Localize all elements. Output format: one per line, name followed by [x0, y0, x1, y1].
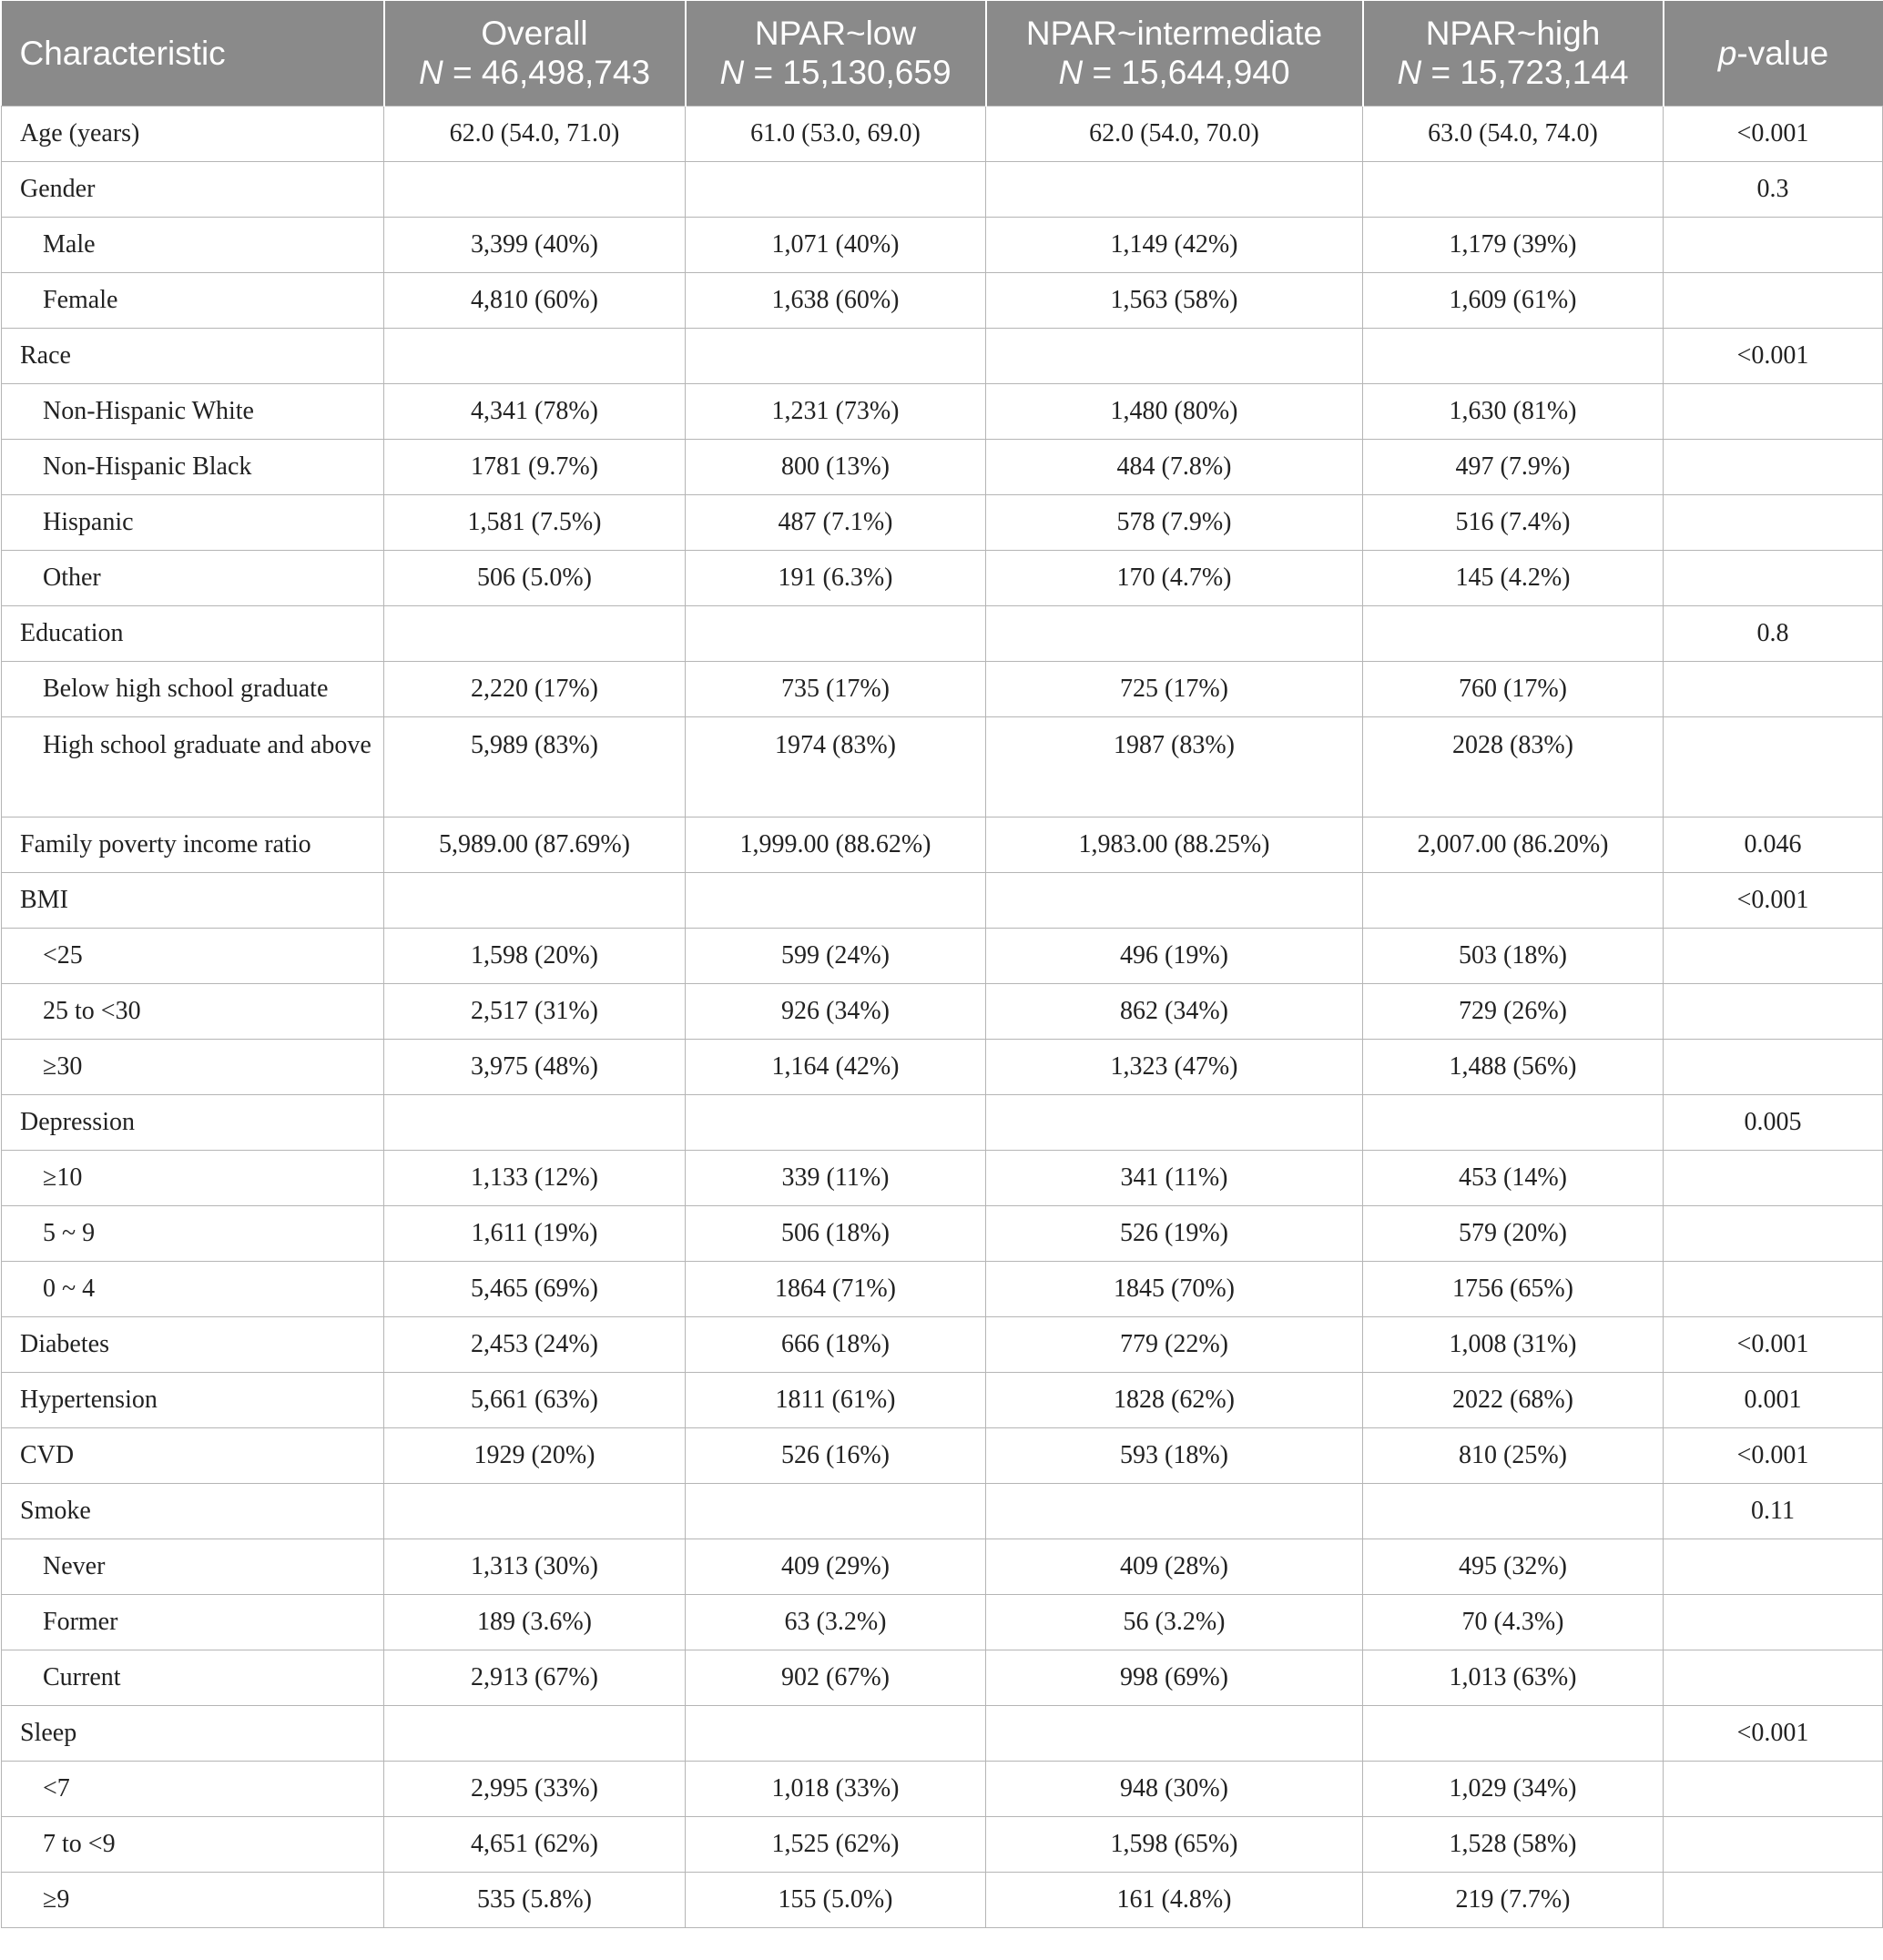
- cell-npar-intermediate: 948 (30%): [986, 1761, 1363, 1816]
- cell-npar-intermediate: 409 (28%): [986, 1539, 1363, 1594]
- cell-npar-low: 61.0 (53.0, 69.0): [686, 106, 986, 161]
- cell-p-value: 0.11: [1664, 1483, 1883, 1539]
- row-label: Family poverty income ratio: [2, 817, 384, 872]
- cell-npar-high: 2,007.00 (86.20%): [1363, 817, 1664, 872]
- table-row: [2, 1372, 1883, 1427]
- cell-npar-high: 497 (7.9%): [1363, 439, 1664, 494]
- cell-npar-low: 1,525 (62%): [686, 1816, 986, 1872]
- row-label: Never: [2, 1539, 384, 1594]
- table-row: [2, 716, 1883, 817]
- cell-npar-low: [686, 161, 986, 217]
- table-row: [2, 817, 1883, 872]
- header-characteristic: Characteristic: [2, 1, 384, 106]
- table-row: [2, 328, 1883, 383]
- row-label: CVD: [2, 1427, 384, 1483]
- cell-overall: [384, 872, 686, 928]
- cell-npar-high: 503 (18%): [1363, 928, 1664, 983]
- table-row: [2, 872, 1883, 928]
- cell-npar-intermediate: 1987 (83%): [986, 716, 1363, 817]
- row-label: High school graduate and above: [2, 716, 384, 817]
- row-label: Race: [2, 328, 384, 383]
- cell-overall: 506 (5.0%): [384, 550, 686, 605]
- cell-overall: 62.0 (54.0, 71.0): [384, 106, 686, 161]
- cell-p-value: [1664, 1594, 1883, 1650]
- cell-overall: 4,810 (60%): [384, 272, 686, 328]
- cell-overall: 2,913 (67%): [384, 1650, 686, 1705]
- cell-overall: 2,453 (24%): [384, 1316, 686, 1372]
- cell-npar-high: 760 (17%): [1363, 661, 1664, 716]
- cell-npar-low: 339 (11%): [686, 1150, 986, 1205]
- cell-npar-intermediate: [986, 328, 1363, 383]
- table-row: [2, 161, 1883, 217]
- header-npar-intermediate: NPAR~intermediate N = 15,644,940: [986, 1, 1363, 106]
- cell-p-value: [1664, 1650, 1883, 1705]
- cell-npar-intermediate: [986, 1094, 1363, 1150]
- header-npar-low: NPAR~low N = 15,130,659: [686, 1, 986, 106]
- cell-p-value: [1664, 1872, 1883, 1927]
- cell-overall: [384, 1705, 686, 1761]
- table-row: [2, 1205, 1883, 1261]
- cell-p-value: [1664, 661, 1883, 716]
- cell-npar-high: 1,609 (61%): [1363, 272, 1664, 328]
- row-label: 7 to <9: [2, 1816, 384, 1872]
- cell-npar-low: [686, 1705, 986, 1761]
- row-label: ≥10: [2, 1150, 384, 1205]
- cell-overall: 2,995 (33%): [384, 1761, 686, 1816]
- cell-npar-intermediate: 779 (22%): [986, 1316, 1363, 1372]
- cell-npar-high: 2028 (83%): [1363, 716, 1664, 817]
- row-label: Age (years): [2, 106, 384, 161]
- cell-overall: 5,465 (69%): [384, 1261, 686, 1316]
- cell-npar-low: 1,638 (60%): [686, 272, 986, 328]
- cell-npar-high: 516 (7.4%): [1363, 494, 1664, 550]
- cell-npar-low: 902 (67%): [686, 1650, 986, 1705]
- row-label: Hypertension: [2, 1372, 384, 1427]
- cell-npar-high: 1,528 (58%): [1363, 1816, 1664, 1872]
- cell-npar-low: [686, 872, 986, 928]
- table-row: [2, 550, 1883, 605]
- row-label: <25: [2, 928, 384, 983]
- cell-npar-high: 145 (4.2%): [1363, 550, 1664, 605]
- table-row: [2, 1094, 1883, 1150]
- table-row: [2, 106, 1883, 161]
- cell-npar-low: 1811 (61%): [686, 1372, 986, 1427]
- cell-p-value: <0.001: [1664, 1705, 1883, 1761]
- table-row: [2, 272, 1883, 328]
- cell-npar-intermediate: 1,149 (42%): [986, 217, 1363, 272]
- cell-npar-intermediate: 1,983.00 (88.25%): [986, 817, 1363, 872]
- cell-npar-high: 729 (26%): [1363, 983, 1664, 1039]
- cell-npar-high: 579 (20%): [1363, 1205, 1664, 1261]
- characteristics-table: [1, 1, 1883, 1928]
- row-label: Below high school graduate: [2, 661, 384, 716]
- row-label: ≥30: [2, 1039, 384, 1094]
- cell-npar-low: [686, 1483, 986, 1539]
- cell-npar-high: [1363, 1094, 1664, 1150]
- cell-npar-intermediate: 1845 (70%): [986, 1261, 1363, 1316]
- row-label: 5 ~ 9: [2, 1205, 384, 1261]
- table-row: [2, 605, 1883, 661]
- cell-npar-low: 487 (7.1%): [686, 494, 986, 550]
- cell-overall: 1,313 (30%): [384, 1539, 686, 1594]
- cell-p-value: [1664, 494, 1883, 550]
- cell-overall: 4,651 (62%): [384, 1816, 686, 1872]
- cell-npar-high: [1363, 1483, 1664, 1539]
- cell-overall: 1,598 (20%): [384, 928, 686, 983]
- cell-overall: 1,133 (12%): [384, 1150, 686, 1205]
- cell-npar-intermediate: 998 (69%): [986, 1650, 1363, 1705]
- cell-p-value: [1664, 1539, 1883, 1594]
- cell-overall: 535 (5.8%): [384, 1872, 686, 1927]
- cell-npar-low: 155 (5.0%): [686, 1872, 986, 1927]
- cell-overall: 1781 (9.7%): [384, 439, 686, 494]
- row-label: Female: [2, 272, 384, 328]
- row-label: Depression: [2, 1094, 384, 1150]
- cell-npar-intermediate: 862 (34%): [986, 983, 1363, 1039]
- cell-npar-low: [686, 605, 986, 661]
- cell-overall: 3,399 (40%): [384, 217, 686, 272]
- cell-p-value: [1664, 1150, 1883, 1205]
- cell-p-value: [1664, 1039, 1883, 1094]
- table-row: [2, 1539, 1883, 1594]
- cell-npar-intermediate: [986, 605, 1363, 661]
- cell-npar-low: 599 (24%): [686, 928, 986, 983]
- cell-npar-low: 506 (18%): [686, 1205, 986, 1261]
- table-row: [2, 1650, 1883, 1705]
- cell-npar-high: 1,488 (56%): [1363, 1039, 1664, 1094]
- table-row: [2, 1150, 1883, 1205]
- table-row: [2, 1427, 1883, 1483]
- cell-overall: [384, 161, 686, 217]
- cell-npar-intermediate: 593 (18%): [986, 1427, 1363, 1483]
- cell-npar-intermediate: 1,598 (65%): [986, 1816, 1363, 1872]
- table-row: [2, 1483, 1883, 1539]
- cell-overall: 5,989.00 (87.69%): [384, 817, 686, 872]
- cell-npar-intermediate: 170 (4.7%): [986, 550, 1363, 605]
- cell-p-value: [1664, 550, 1883, 605]
- cell-npar-low: 1,071 (40%): [686, 217, 986, 272]
- cell-overall: 189 (3.6%): [384, 1594, 686, 1650]
- table-row: [2, 439, 1883, 494]
- row-label: Hispanic: [2, 494, 384, 550]
- cell-p-value: <0.001: [1664, 106, 1883, 161]
- cell-overall: 3,975 (48%): [384, 1039, 686, 1094]
- cell-npar-high: 1,630 (81%): [1363, 383, 1664, 439]
- cell-npar-low: 735 (17%): [686, 661, 986, 716]
- cell-p-value: [1664, 1261, 1883, 1316]
- cell-npar-intermediate: 1828 (62%): [986, 1372, 1363, 1427]
- row-label: 0 ~ 4: [2, 1261, 384, 1316]
- cell-npar-low: 800 (13%): [686, 439, 986, 494]
- cell-npar-low: 63 (3.2%): [686, 1594, 986, 1650]
- table-row: [2, 1872, 1883, 1927]
- cell-p-value: [1664, 1205, 1883, 1261]
- cell-p-value: [1664, 272, 1883, 328]
- table-row: [2, 1705, 1883, 1761]
- cell-npar-intermediate: 161 (4.8%): [986, 1872, 1363, 1927]
- cell-npar-low: 926 (34%): [686, 983, 986, 1039]
- cell-p-value: [1664, 1816, 1883, 1872]
- header-overall: Overall N = 46,498,743: [384, 1, 686, 106]
- cell-npar-low: 191 (6.3%): [686, 550, 986, 605]
- cell-npar-intermediate: 526 (19%): [986, 1205, 1363, 1261]
- cell-npar-low: 1,999.00 (88.62%): [686, 817, 986, 872]
- table-row: [2, 1816, 1883, 1872]
- cell-npar-intermediate: 341 (11%): [986, 1150, 1363, 1205]
- cell-npar-high: 2022 (68%): [1363, 1372, 1664, 1427]
- cell-npar-low: [686, 1094, 986, 1150]
- cell-overall: [384, 328, 686, 383]
- cell-npar-intermediate: 1,480 (80%): [986, 383, 1363, 439]
- table-header-row: [2, 1, 1883, 106]
- row-label: Diabetes: [2, 1316, 384, 1372]
- row-label: Non-Hispanic Black: [2, 439, 384, 494]
- cell-npar-high: 1756 (65%): [1363, 1261, 1664, 1316]
- cell-p-value: 0.046: [1664, 817, 1883, 872]
- cell-npar-high: [1363, 161, 1664, 217]
- cell-npar-low: 526 (16%): [686, 1427, 986, 1483]
- cell-p-value: <0.001: [1664, 872, 1883, 928]
- cell-npar-intermediate: 496 (19%): [986, 928, 1363, 983]
- table-row: [2, 1039, 1883, 1094]
- cell-npar-low: 1,164 (42%): [686, 1039, 986, 1094]
- cell-p-value: [1664, 716, 1883, 817]
- cell-overall: 2,517 (31%): [384, 983, 686, 1039]
- row-label: Other: [2, 550, 384, 605]
- row-label: BMI: [2, 872, 384, 928]
- cell-npar-high: [1363, 605, 1664, 661]
- cell-p-value: [1664, 983, 1883, 1039]
- cell-npar-low: 666 (18%): [686, 1316, 986, 1372]
- table-row: [2, 383, 1883, 439]
- cell-overall: 1,611 (19%): [384, 1205, 686, 1261]
- cell-npar-intermediate: 62.0 (54.0, 70.0): [986, 106, 1363, 161]
- cell-overall: 4,341 (78%): [384, 383, 686, 439]
- header-npar-high: NPAR~high N = 15,723,144: [1363, 1, 1664, 106]
- cell-npar-high: [1363, 872, 1664, 928]
- cell-npar-high: [1363, 328, 1664, 383]
- cell-overall: 2,220 (17%): [384, 661, 686, 716]
- table-row: [2, 1761, 1883, 1816]
- cell-p-value: [1664, 439, 1883, 494]
- table-row: [2, 217, 1883, 272]
- cell-p-value: <0.001: [1664, 1316, 1883, 1372]
- cell-overall: 5,661 (63%): [384, 1372, 686, 1427]
- cell-p-value: [1664, 1761, 1883, 1816]
- cell-npar-intermediate: 484 (7.8%): [986, 439, 1363, 494]
- cell-npar-low: 1864 (71%): [686, 1261, 986, 1316]
- row-label: Former: [2, 1594, 384, 1650]
- cell-overall: [384, 1094, 686, 1150]
- table-row: [2, 494, 1883, 550]
- cell-npar-low: 1,231 (73%): [686, 383, 986, 439]
- cell-npar-high: [1363, 1705, 1664, 1761]
- row-label: Current: [2, 1650, 384, 1705]
- cell-npar-low: 409 (29%): [686, 1539, 986, 1594]
- cell-npar-intermediate: 578 (7.9%): [986, 494, 1363, 550]
- cell-npar-low: [686, 328, 986, 383]
- cell-p-value: 0.8: [1664, 605, 1883, 661]
- cell-npar-high: 219 (7.7%): [1363, 1872, 1664, 1927]
- table-body: [2, 106, 1883, 1927]
- cell-p-value: 0.3: [1664, 161, 1883, 217]
- cell-p-value: 0.001: [1664, 1372, 1883, 1427]
- row-label: Sleep: [2, 1705, 384, 1761]
- cell-npar-intermediate: 56 (3.2%): [986, 1594, 1363, 1650]
- cell-p-value: <0.001: [1664, 328, 1883, 383]
- cell-npar-intermediate: 1,323 (47%): [986, 1039, 1363, 1094]
- cell-npar-high: 63.0 (54.0, 74.0): [1363, 106, 1664, 161]
- row-label: Gender: [2, 161, 384, 217]
- cell-npar-high: 1,179 (39%): [1363, 217, 1664, 272]
- table-row: [2, 1261, 1883, 1316]
- cell-overall: 1,581 (7.5%): [384, 494, 686, 550]
- cell-p-value: [1664, 217, 1883, 272]
- row-label: Non-Hispanic White: [2, 383, 384, 439]
- cell-overall: [384, 1483, 686, 1539]
- cell-npar-intermediate: [986, 872, 1363, 928]
- row-label: 25 to <30: [2, 983, 384, 1039]
- cell-overall: 5,989 (83%): [384, 716, 686, 817]
- row-label: Male: [2, 217, 384, 272]
- table-row: [2, 1316, 1883, 1372]
- row-label: Education: [2, 605, 384, 661]
- cell-npar-high: 1,013 (63%): [1363, 1650, 1664, 1705]
- cell-overall: [384, 605, 686, 661]
- cell-p-value: [1664, 383, 1883, 439]
- cell-npar-intermediate: [986, 1483, 1363, 1539]
- table-row: [2, 983, 1883, 1039]
- cell-npar-low: 1,018 (33%): [686, 1761, 986, 1816]
- row-label: Smoke: [2, 1483, 384, 1539]
- cell-npar-high: 810 (25%): [1363, 1427, 1664, 1483]
- cell-npar-low: 1974 (83%): [686, 716, 986, 817]
- table-row: [2, 1594, 1883, 1650]
- cell-npar-intermediate: 1,563 (58%): [986, 272, 1363, 328]
- cell-npar-high: 495 (32%): [1363, 1539, 1664, 1594]
- row-label: ≥9: [2, 1872, 384, 1927]
- cell-p-value: <0.001: [1664, 1427, 1883, 1483]
- cell-npar-high: 1,029 (34%): [1363, 1761, 1664, 1816]
- cell-npar-high: 1,008 (31%): [1363, 1316, 1664, 1372]
- table-row: [2, 661, 1883, 716]
- row-label: <7: [2, 1761, 384, 1816]
- cell-overall: 1929 (20%): [384, 1427, 686, 1483]
- header-p-value: p-value: [1664, 1, 1883, 106]
- cell-npar-intermediate: [986, 161, 1363, 217]
- cell-npar-high: 70 (4.3%): [1363, 1594, 1664, 1650]
- cell-npar-high: 453 (14%): [1363, 1150, 1664, 1205]
- cell-p-value: [1664, 928, 1883, 983]
- cell-npar-intermediate: [986, 1705, 1363, 1761]
- table-row: [2, 928, 1883, 983]
- cell-p-value: 0.005: [1664, 1094, 1883, 1150]
- cell-npar-intermediate: 725 (17%): [986, 661, 1363, 716]
